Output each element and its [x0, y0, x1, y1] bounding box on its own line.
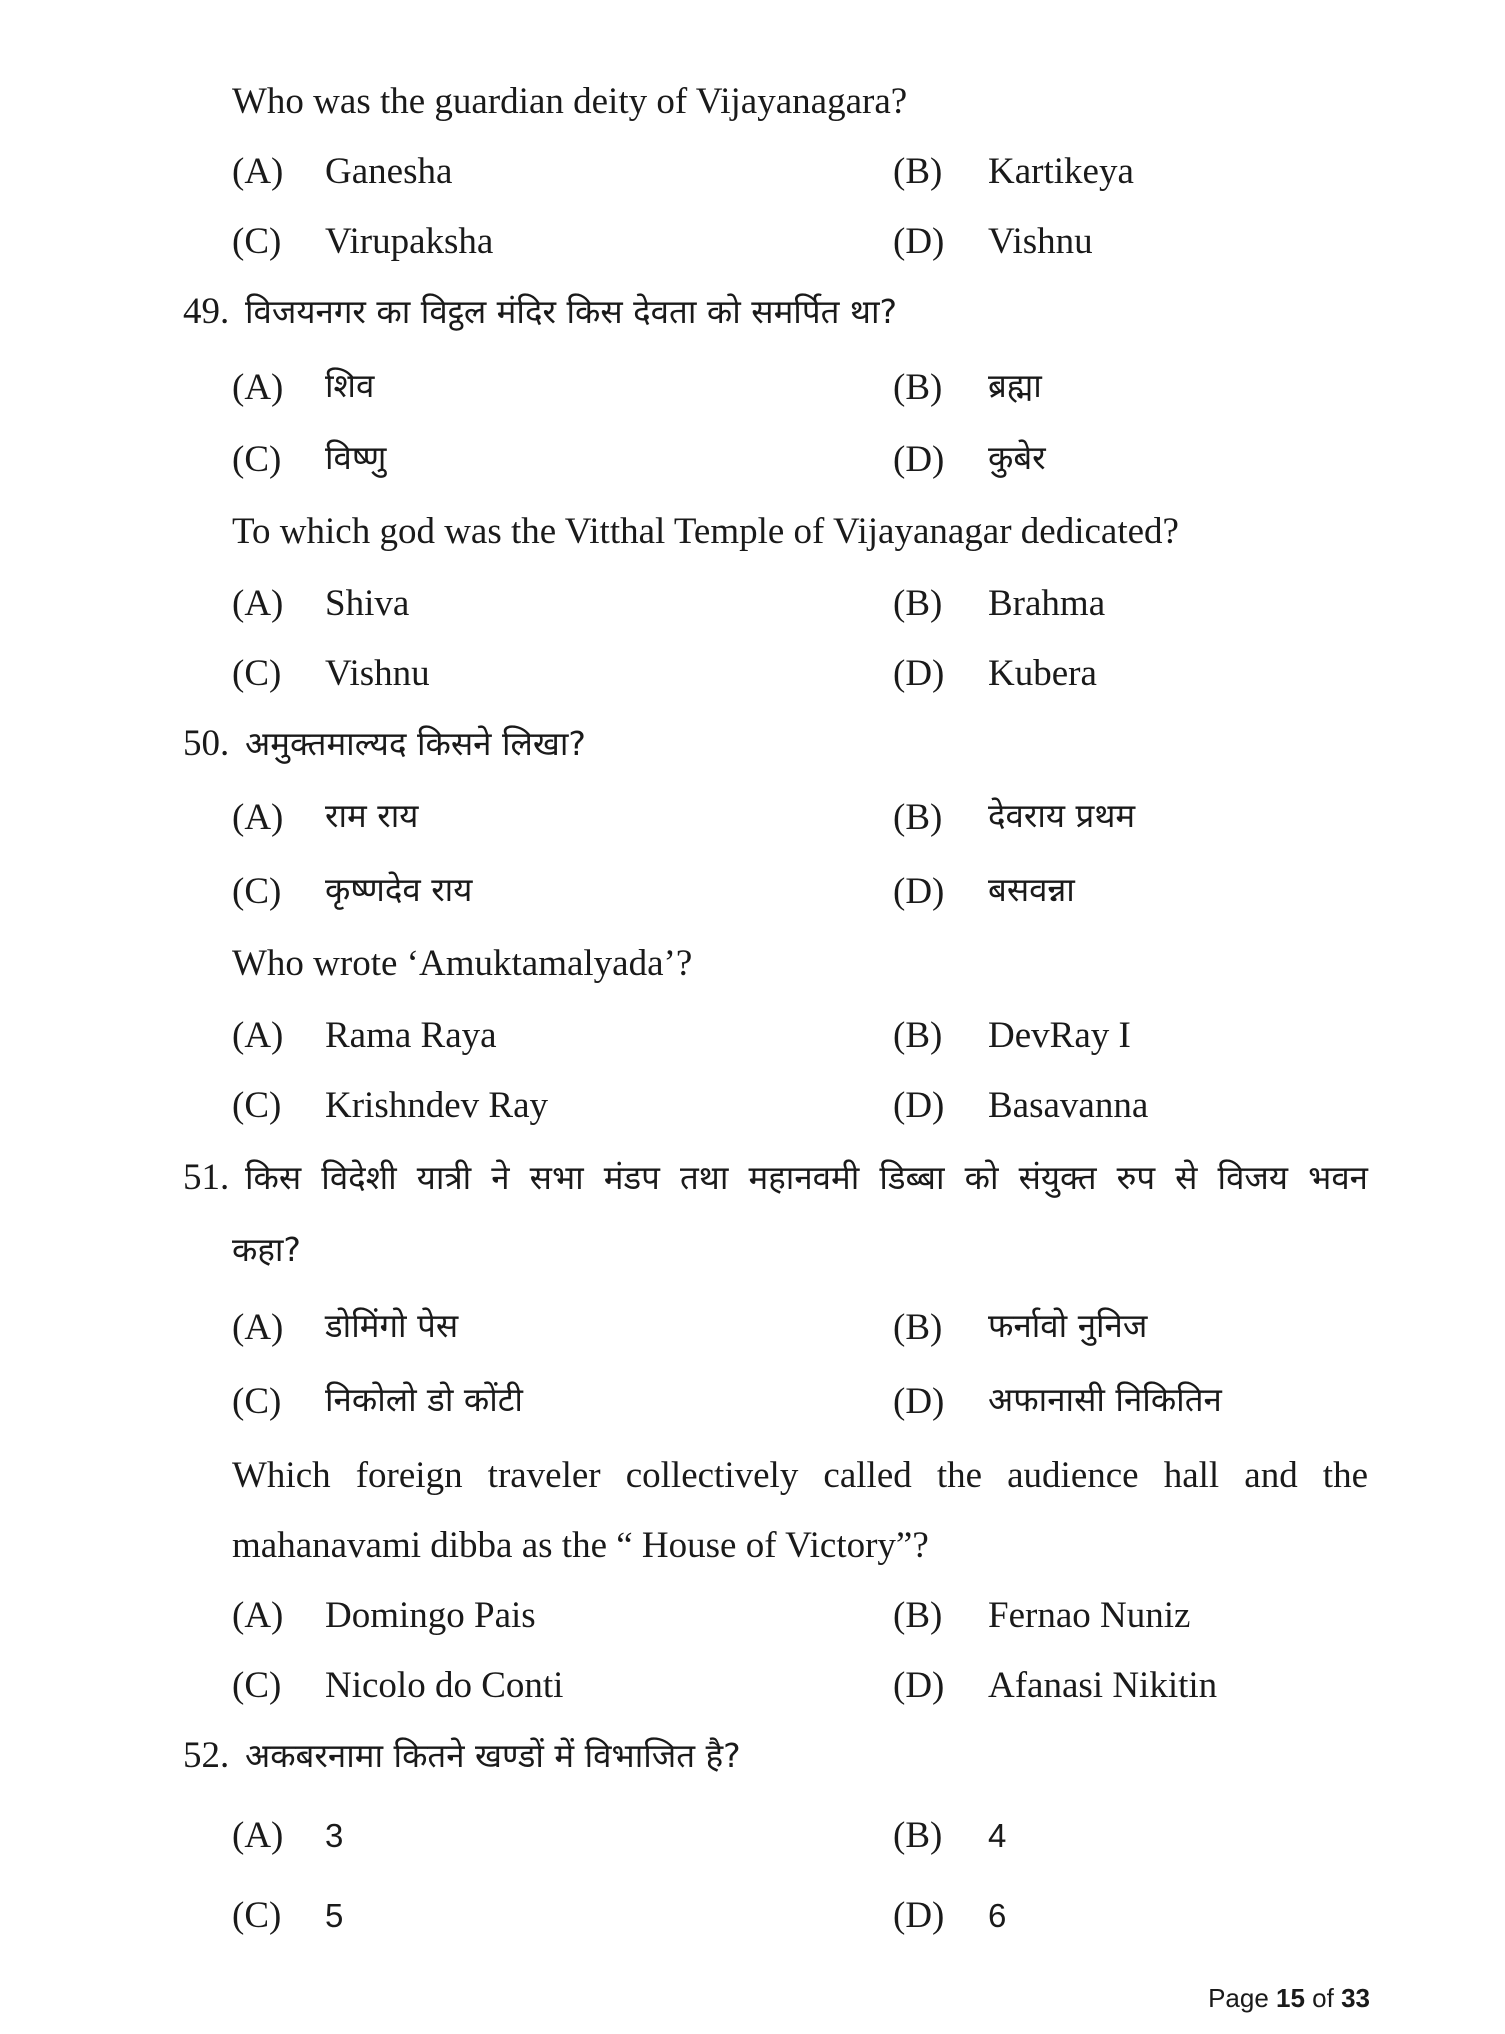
option-text: 6 — [988, 1897, 1007, 1934]
question-number: 50. — [183, 723, 230, 764]
question-49-en: To which god was the Vitthal Temple of Vijayanagar dedicated? — [232, 511, 1179, 552]
option-label: (B) — [893, 1815, 943, 1856]
option-label: (C) — [232, 1895, 282, 1936]
page-prefix: Page — [1208, 1983, 1277, 2013]
option-label: (B) — [893, 1595, 943, 1636]
page-number — [1208, 1983, 1370, 2013]
option-label: (A) — [232, 1815, 284, 1856]
option-label: (A) — [232, 583, 284, 624]
option-text: Shiva — [325, 583, 410, 624]
option-label: (C) — [232, 871, 282, 912]
option-text: Krishndev Ray — [325, 1085, 548, 1126]
question-number: 49. — [183, 291, 230, 332]
option-label: (C) — [232, 1665, 282, 1706]
option-label: (C) — [232, 439, 282, 480]
option-text: 3 — [325, 1817, 344, 1854]
question-51-hi-line1: किस विदेशी यात्री ने सभा मंडप तथा महानवमी डिब्बा को संयुक्त रुप से विजय भवन — [245, 1158, 1368, 1197]
option-text: Nicolo do Conti — [325, 1665, 564, 1706]
option-label: (A) — [232, 1307, 284, 1348]
option-label: (A) — [232, 1595, 284, 1636]
option-label: (C) — [232, 1381, 282, 1422]
option-label: (B) — [893, 583, 943, 624]
option-text: देवराय प्रथम — [988, 796, 1136, 835]
option-label: (D) — [893, 1085, 945, 1126]
option-text: Fernao Nuniz — [988, 1595, 1191, 1636]
option-text: ब्रह्मा — [988, 366, 1042, 405]
option-label: (D) — [893, 221, 945, 262]
question-51-hi-line2: कहा? — [232, 1230, 301, 1269]
option-text: निकोलो डो कोंटी — [325, 1380, 523, 1419]
option-label: (D) — [893, 1381, 945, 1422]
question-50-hi: अमुक्तमाल्यद किसने लिखा? — [245, 724, 586, 763]
option-label: (B) — [893, 367, 943, 408]
intro-question-en: Who was the guardian deity of Vijayanagara? — [232, 81, 908, 122]
option-label: (A) — [232, 797, 284, 838]
option-label: (B) — [893, 1015, 943, 1056]
option-label: (C) — [232, 221, 282, 262]
question-50-en: Who wrote ‘Amuktamalyada’? — [232, 943, 693, 984]
option-text: Domingo Pais — [325, 1595, 536, 1636]
option-label: (A) — [232, 1015, 284, 1056]
option-text: Ganesha — [325, 151, 453, 192]
option-label: (C) — [232, 653, 282, 694]
option-label: (D) — [893, 1895, 945, 1936]
option-text: DevRay I — [988, 1015, 1131, 1056]
option-text: Vishnu — [988, 221, 1093, 262]
option-text: Afanasi Nikitin — [988, 1665, 1218, 1706]
option-label: (C) — [232, 1085, 282, 1126]
page-middle: of — [1304, 1983, 1342, 2013]
option-text: अफानासी निकितिन — [988, 1380, 1222, 1419]
option-label: (D) — [893, 871, 945, 912]
option-label: (B) — [893, 151, 943, 192]
option-text: Basavanna — [988, 1085, 1149, 1126]
question-51-en-line1: Which foreign traveler collectively called the audience hall and the — [232, 1455, 1368, 1496]
option-text: Virupaksha — [325, 221, 494, 262]
option-text: शिव — [325, 366, 375, 405]
option-label: (D) — [893, 653, 945, 694]
option-text: बसवन्ना — [988, 870, 1075, 909]
page-current: 15 — [1276, 1983, 1305, 2013]
option-label: (B) — [893, 1307, 943, 1348]
option-label: (D) — [893, 439, 945, 480]
option-text: 4 — [988, 1817, 1007, 1854]
option-label: (D) — [893, 1665, 945, 1706]
question-49-hi: विजयनगर का विट्ठल मंदिर किस देवता को समर्पित था? — [245, 292, 898, 331]
question-51-en-line2: mahanavami dibba as the “ House of Victory”? — [232, 1525, 929, 1566]
option-label: (A) — [232, 151, 284, 192]
option-label: (B) — [893, 797, 943, 838]
option-text: Brahma — [988, 583, 1106, 624]
option-text: डोमिंगो पेस — [325, 1306, 459, 1345]
option-text: Vishnu — [325, 653, 430, 694]
question-52-hi: अकबरनामा कितने खण्डों में विभाजित है? — [245, 1736, 741, 1775]
question-number: 52. — [183, 1735, 230, 1776]
option-text: Kubera — [988, 653, 1097, 694]
option-text: राम राय — [325, 796, 419, 835]
option-text: विष्णु — [325, 438, 387, 477]
option-text: कुबेर — [988, 438, 1046, 477]
option-text: Kartikeya — [988, 151, 1134, 192]
option-text: कृष्णदेव राय — [325, 870, 473, 909]
option-text: Rama Raya — [325, 1015, 497, 1056]
option-text: 5 — [325, 1897, 344, 1934]
option-text: फर्नावो नुनिज — [988, 1306, 1148, 1345]
page-total: 33 — [1341, 1983, 1370, 2013]
option-label: (A) — [232, 367, 284, 408]
question-number: 51. — [183, 1157, 230, 1198]
